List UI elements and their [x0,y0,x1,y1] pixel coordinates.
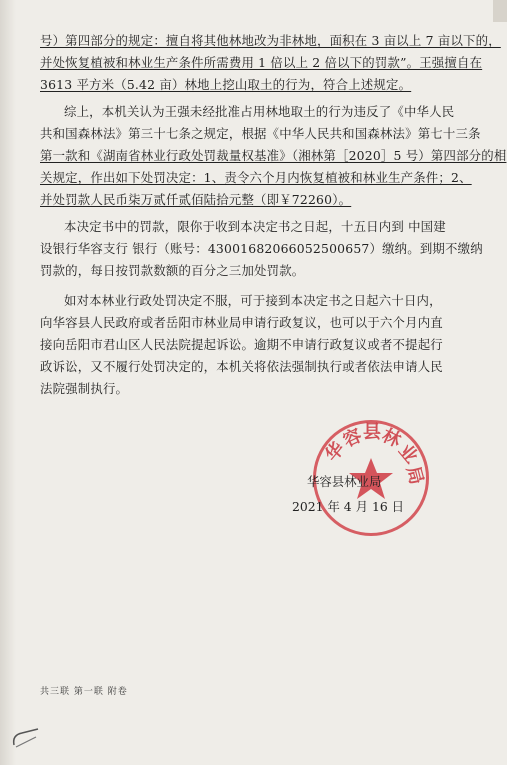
body-line-6 [40,145,507,167]
body-line-14 [40,334,495,356]
seal-char: 华 [321,438,349,466]
line-text: 3613 平方米（5.42 亩）林地上挖山取土的行为，符合上述规定。 [40,77,412,92]
line-text: 号）第四部分的规定：擅自将其他林地改为非林地，面积在 3 亩以上 7 亩以下的， [40,33,501,48]
body-line-13 [40,312,495,334]
seal-char: 林 [378,425,404,452]
scan-smudge [493,0,507,22]
body-line-11 [40,260,495,282]
line-text: 罚款的，每日按罚款数额的百分之三加处罚款。 [40,263,305,278]
paper-clip-icon [10,725,44,751]
signature-date: 2021 年 4 月 16 日 [292,499,405,514]
seal-char: 业 [394,440,422,468]
body-line-16 [40,378,495,400]
body-line-1 [40,30,501,52]
body-line-15 [40,356,495,378]
line-text: 设银行华容支行 银行（账号：43001682066052500657）缴纳。到期不缴纳 [40,241,483,256]
line-text: 本决定书中的罚款，限你于收到本决定书之日起，十五日内到 中国建 [64,219,446,234]
line-text: 共和国森林法》第三十七条之规定，根据《中华人民共和国森林法》第七十三条 [40,126,481,141]
body-line-12 [64,290,507,312]
line-text: 向华容县人民政府或者岳阳市林业局申请行政复议，也可以于六个月内直 [40,315,443,330]
body-line-2 [40,52,495,74]
seal-char: 局 [402,463,428,487]
signature-org: 华容县林业局 [307,474,382,489]
body-line-10 [40,238,495,260]
body-line-7 [40,167,495,189]
body-line-5 [40,123,495,145]
line-text: 关规定，作出如下处罚决定：1、责令六个月内恢复植被和林业生产条件；2、 [40,170,472,185]
footer-note: 共三联 第一联 附卷 [40,687,128,697]
body-line-4 [64,101,507,123]
line-text: 并处罚款人民币柒万贰仟贰佰陆拾元整（即￥72260）。 [40,192,352,207]
line-text: 政诉讼，又不履行处罚决定的，本机关将依法强制执行或者依法申请人民 [40,359,443,374]
line-text: 综上，本机关认为王强未经批准占用林地取土的行为违反了《中华人民 [64,104,455,119]
body-line-3 [40,74,495,96]
line-text: 第一款和《湖南省林业行政处罚裁量权基准》（湘林第［2020］5 号）第四部分的相 [40,148,507,163]
line-text: 并处恢复植被和林业生产条件所需费用 1 倍以上 2 倍以下的罚款”。王强擅自在 [40,55,483,70]
line-text: 接向岳阳市君山区人民法院提起诉讼。逾期不申请行政复议或者不提起行 [40,337,443,352]
line-text: 法院强制执行。 [40,381,129,396]
body-line-9 [64,216,507,238]
body-line-8 [40,189,495,211]
seal-char: 容 [340,425,366,452]
seal-char: 县 [363,422,381,443]
line-text: 如对本林业行政处罚决定不服，可于接到本决定书之日起六十日内， [64,293,442,308]
binder-edge [0,0,16,765]
